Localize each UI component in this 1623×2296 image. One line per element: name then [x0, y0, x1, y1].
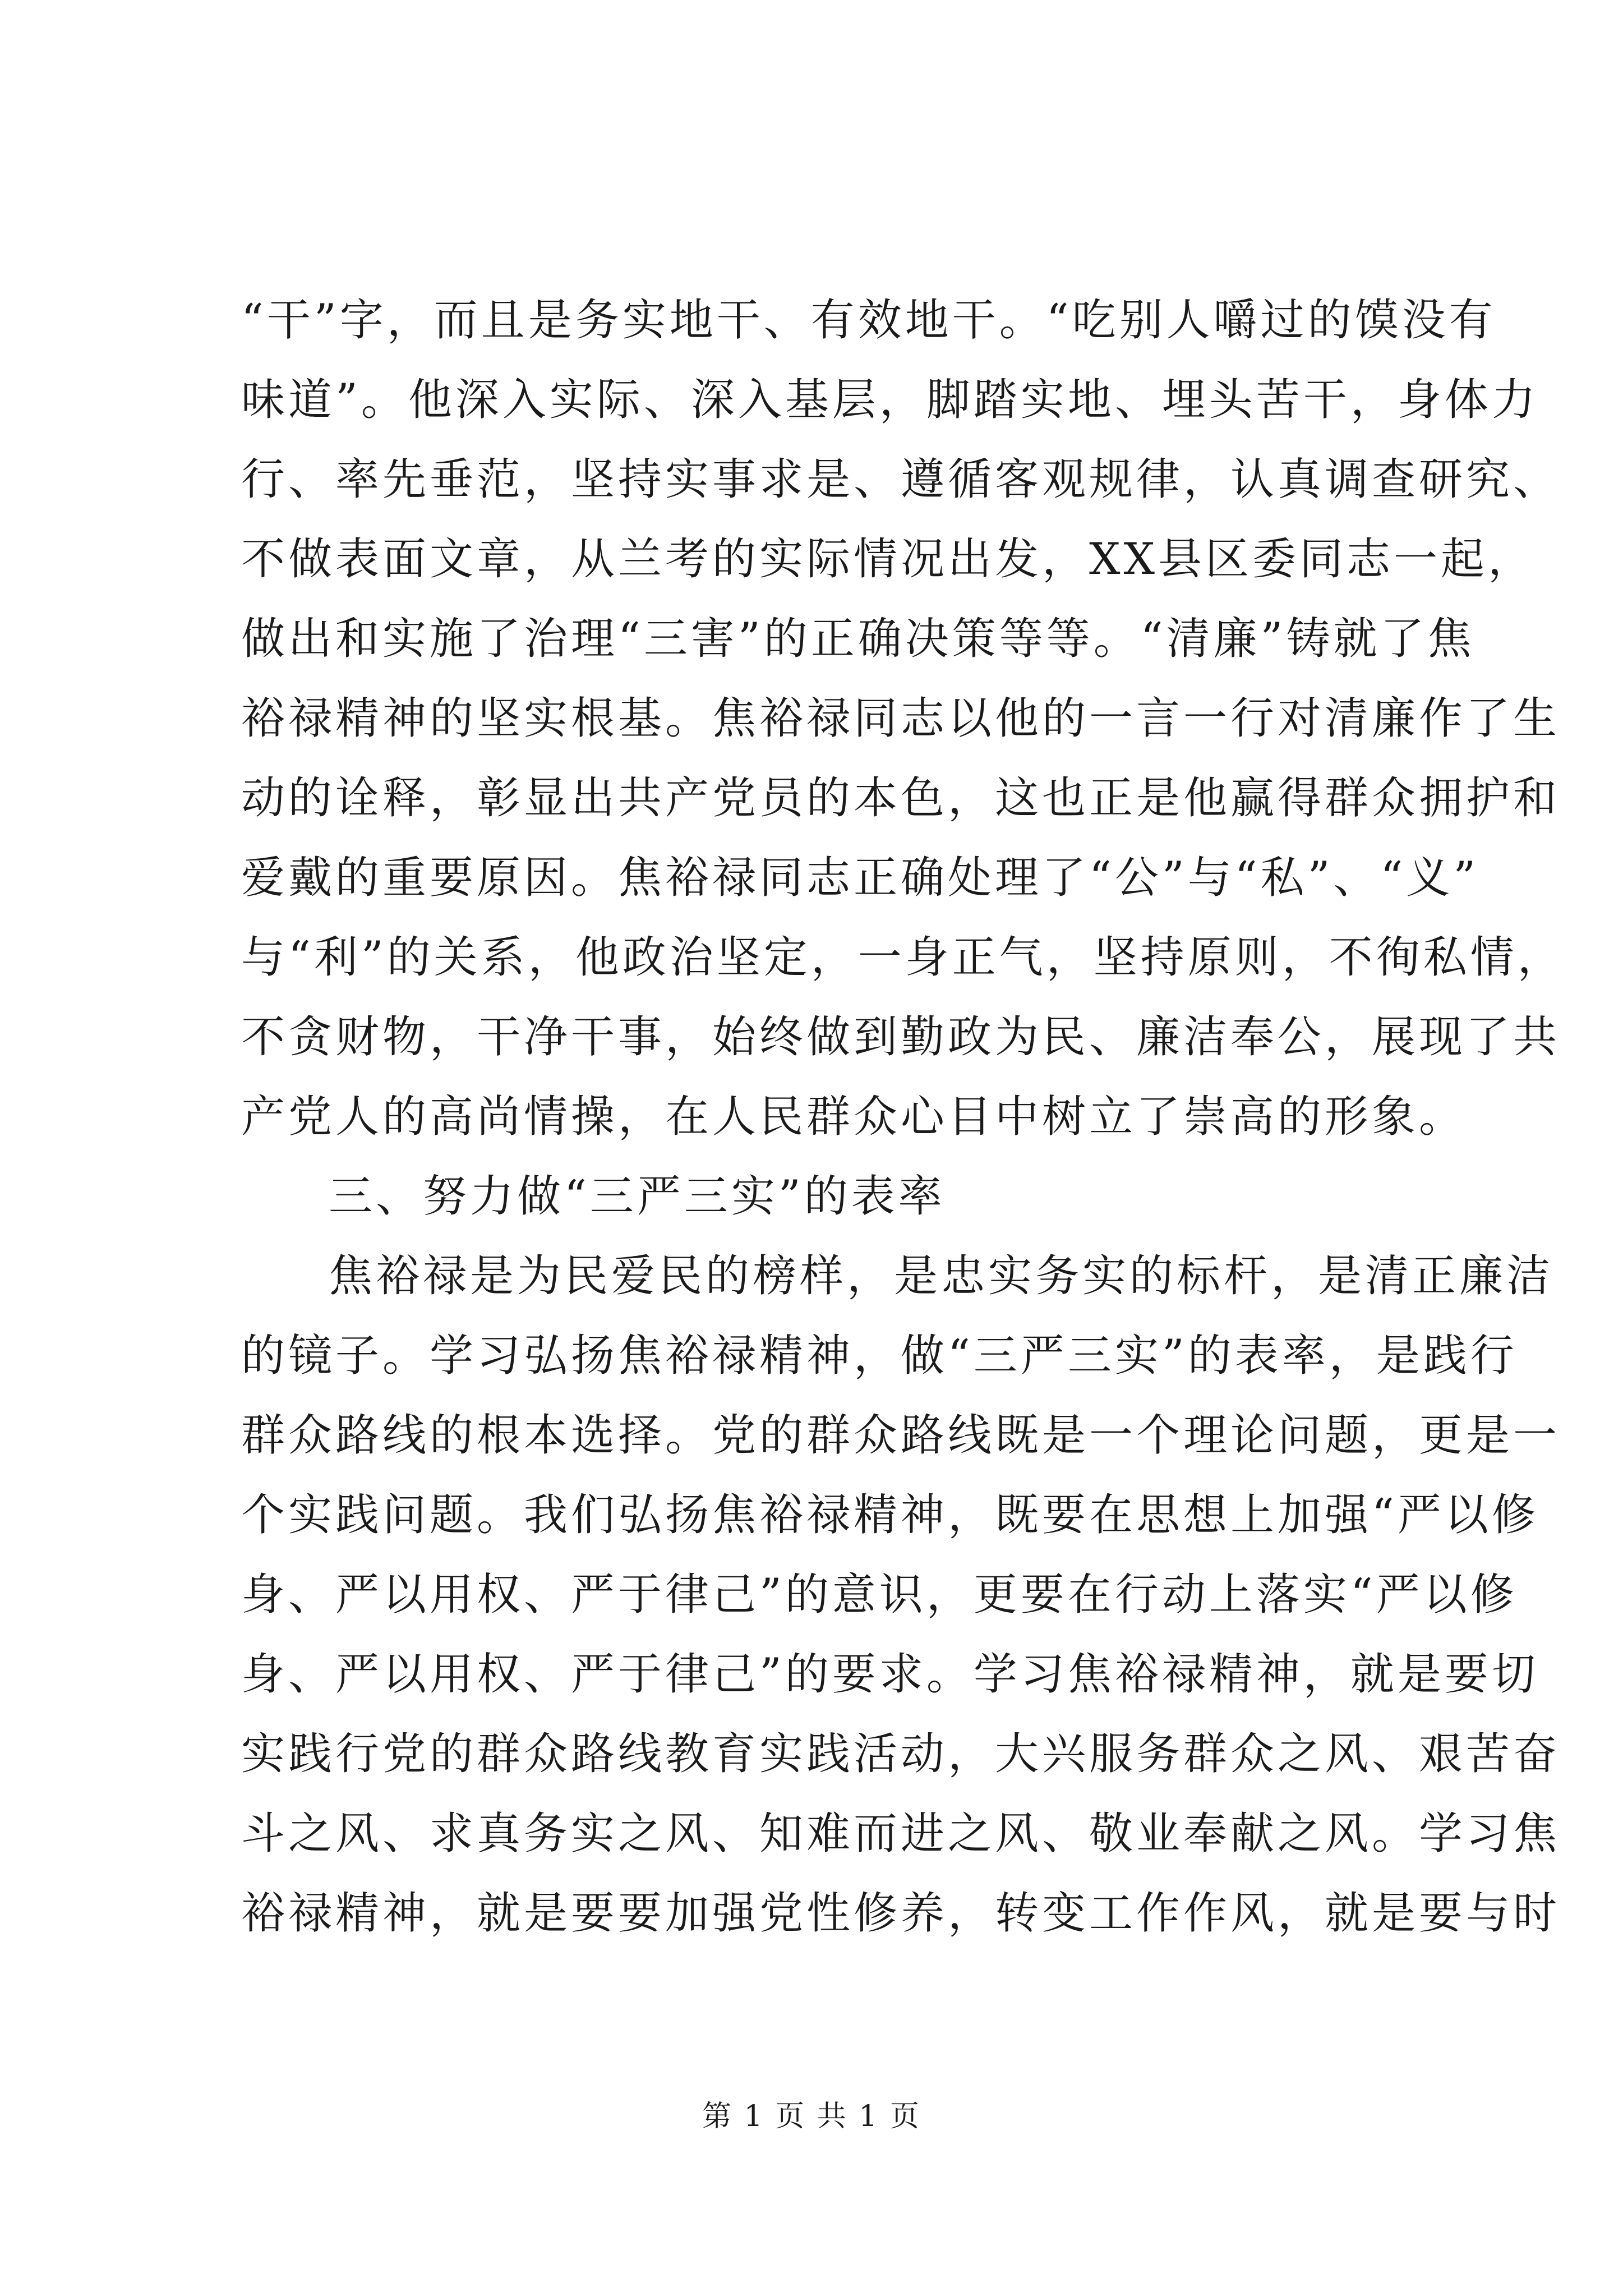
text-line: 身、严以用权、严于律己”的要求。学习焦裕禄精神，就是要切 — [241, 1649, 1539, 1700]
page-number-footer: 第 1 页 共 1 页 — [702, 2100, 921, 2133]
text-line: 不贪财物，干净干事，始终做到勤政为民、廉洁奉公，展现了共 — [241, 1012, 1561, 1062]
text-line: 的镜子。学习弘扬焦裕禄精神，做“三严三实”的表率，是践行 — [241, 1331, 1518, 1381]
text-line: 群众路线的根本选择。党的群众路线既是一个理论问题，更是一 — [241, 1410, 1561, 1461]
text-line: 做出和实施了治理“三害”的正确决策等等。“清廉”铸就了焦 — [241, 614, 1475, 664]
text-line: 产党人的高尚情操，在人民群众心目中树立了崇高的形象。 — [241, 1092, 1467, 1142]
text-line: 与“利”的关系，他政治坚定，一身正气，坚持原则，不徇私情， — [241, 932, 1565, 983]
text-line: 斗之风、求真务实之风、知难而进之风、敬业奉献之风。学习焦 — [241, 1809, 1561, 1859]
text-line: “干”字，而且是务实地干、有效地干。“吃别人嚼过的馍没有 — [241, 295, 1496, 346]
text-line: 味道”。他深入实际、深入基层，脚踏实地、埋头苦干，身体力 — [241, 375, 1539, 425]
document-body — [241, 280, 1565, 1953]
text-line: 裕禄精神的坚实根基。焦裕禄同志以他的一言一行对清廉作了生 — [241, 693, 1561, 744]
text-line: 实践行党的群众路线教育实践活动，大兴服务群众之风、艰苦奋 — [241, 1729, 1561, 1779]
text-line: 裕禄精神，就是要要加强党性修养，转变工作作风，就是要与时 — [241, 1888, 1561, 1939]
text-line: 动的诠释，彰显出共产党员的本色，这也正是他赢得群众拥护和 — [241, 773, 1561, 823]
text-line: 行、率先垂范，坚持实事求是、遵循客观规律，认真调查研究、 — [241, 454, 1561, 505]
paragraph-start-line: 焦裕禄是为民爱民的榜样，是忠实务实的标杆，是清正廉洁 — [329, 1251, 1554, 1301]
text-line: 身、严以用权、严于律己”的意识，更要在行动上落实“严以修 — [241, 1570, 1518, 1620]
text-line: 个实践问题。我们弘扬焦裕禄精神，既要在思想上加强“严以修 — [241, 1490, 1539, 1540]
text-line: 爱戴的重要原因。焦裕禄同志正确处理了“公”与“私”、“义” — [241, 853, 1479, 903]
section-heading: 三、努力做“三严三实”的表率 — [329, 1171, 946, 1222]
text-line: 不做表面文章，从兰考的实际情况出发，XX县区委同志一起， — [241, 534, 1536, 585]
